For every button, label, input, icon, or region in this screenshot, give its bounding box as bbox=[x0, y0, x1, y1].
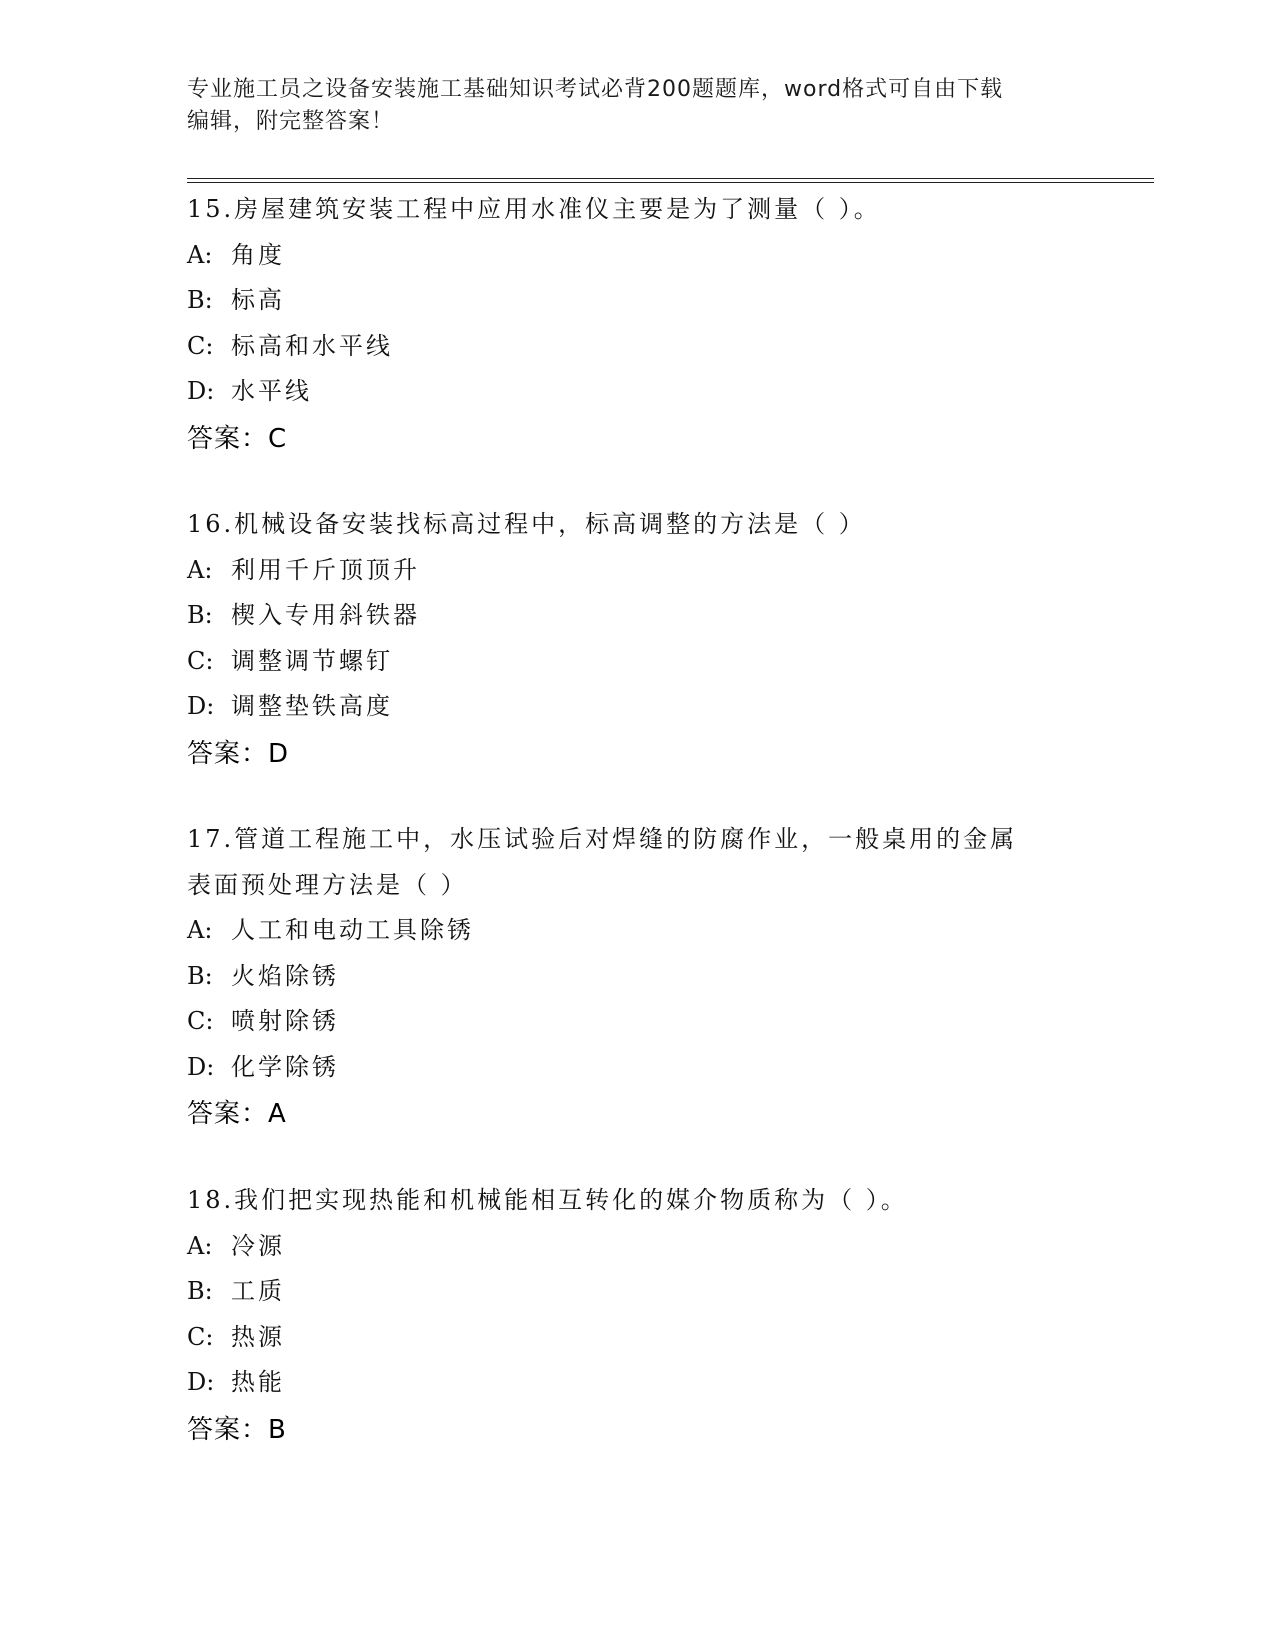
option-text: 标高和水平线 bbox=[231, 331, 393, 360]
option-d bbox=[187, 369, 1087, 415]
answer-line: 答案：C bbox=[187, 423, 288, 454]
option-letter: B: bbox=[187, 1277, 213, 1305]
question-stem: 15.房屋建筑安装工程中应用水准仪主要是为了测量（ ）。 bbox=[187, 195, 881, 223]
option-letter: A: bbox=[187, 1231, 213, 1260]
option-text: 工质 bbox=[231, 1277, 285, 1305]
question-16 bbox=[187, 502, 1087, 778]
option-text: 水平线 bbox=[231, 377, 312, 405]
option-text: 热源 bbox=[231, 1322, 285, 1351]
option-d bbox=[187, 1360, 1087, 1406]
option-letter: A: bbox=[187, 555, 213, 584]
option-text: 调整调节螺钉 bbox=[231, 646, 393, 675]
option-a bbox=[187, 1224, 1087, 1270]
answer-line: 答案：D bbox=[187, 738, 290, 769]
option-a bbox=[187, 233, 1087, 279]
option-text: 调整垫铁高度 bbox=[231, 692, 393, 720]
option-letter: C: bbox=[187, 1007, 214, 1035]
option-b bbox=[187, 1269, 1087, 1315]
option-letter: B: bbox=[187, 601, 213, 629]
question-stem: 17.管道工程施工中，水压试验后对焊缝的防腐作业，一般桌用的金属 bbox=[187, 825, 1018, 853]
option-d bbox=[187, 684, 1087, 730]
option-text: 喷射除锈 bbox=[231, 1007, 339, 1035]
option-text: 火焰除锈 bbox=[231, 961, 339, 990]
option-letter: A: bbox=[187, 916, 213, 944]
option-b bbox=[187, 954, 1087, 1000]
option-text: 利用千斤顶顶升 bbox=[231, 555, 420, 584]
option-text: 冷源 bbox=[231, 1231, 285, 1260]
option-text: 热能 bbox=[231, 1368, 285, 1396]
option-letter: D: bbox=[187, 377, 215, 405]
question-18 bbox=[187, 1178, 1087, 1454]
option-text: 楔入专用斜铁器 bbox=[231, 601, 420, 629]
option-c bbox=[187, 1315, 1087, 1361]
option-text: 人工和电动工具除锈 bbox=[231, 916, 474, 944]
header-line-1: 专业施工员之设备安装施工基础知识考试必背200题题库，word格式可自由下载 bbox=[187, 77, 1004, 102]
option-c bbox=[187, 324, 1087, 370]
question-stem: 18.我们把实现热能和机械能相互转化的媒介物质称为（ ）。 bbox=[187, 1186, 908, 1214]
option-c bbox=[187, 639, 1087, 685]
option-letter: D: bbox=[187, 1368, 215, 1396]
option-b bbox=[187, 593, 1087, 639]
option-letter: B: bbox=[187, 961, 213, 990]
option-text: 化学除锈 bbox=[231, 1052, 339, 1081]
option-letter: A: bbox=[187, 240, 213, 269]
option-letter: C: bbox=[187, 331, 214, 360]
option-letter: C: bbox=[187, 1322, 214, 1351]
option-a bbox=[187, 548, 1087, 594]
option-a bbox=[187, 908, 1087, 954]
document-header bbox=[187, 74, 1087, 138]
question-stem-continued: 表面预处理方法是（ ） bbox=[187, 870, 468, 899]
option-letter: B: bbox=[187, 286, 213, 314]
answer-line: 答案：B bbox=[187, 1414, 287, 1445]
header-double-rule bbox=[187, 178, 1154, 183]
question-15 bbox=[187, 187, 1087, 463]
option-letter: D: bbox=[187, 692, 215, 720]
option-b bbox=[187, 278, 1087, 324]
header-line-2: 编辑，附完整答案！ bbox=[187, 109, 395, 134]
option-c bbox=[187, 999, 1087, 1045]
option-d bbox=[187, 1045, 1087, 1091]
option-letter: D: bbox=[187, 1052, 215, 1081]
answer-line: 答案：A bbox=[187, 1099, 287, 1129]
option-text: 角度 bbox=[231, 240, 285, 269]
option-letter: C: bbox=[187, 646, 214, 675]
question-stem: 16.机械设备安装找标高过程中，标高调整的方法是（ ） bbox=[187, 510, 866, 538]
option-text: 标高 bbox=[231, 286, 285, 314]
question-17 bbox=[187, 817, 1087, 1138]
